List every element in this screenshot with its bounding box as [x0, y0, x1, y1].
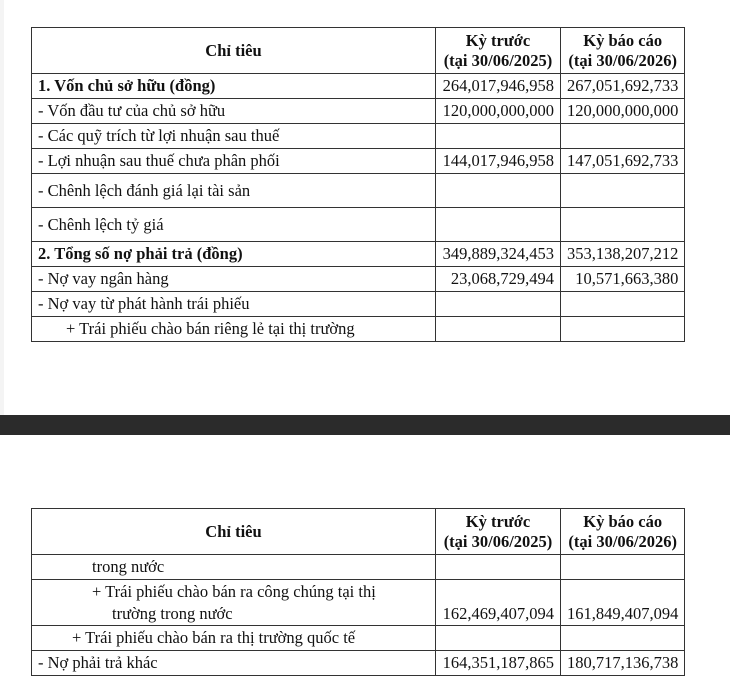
- table-row: [32, 124, 685, 149]
- equity-liabilities-table-bottom: [31, 508, 685, 676]
- table-row: [32, 555, 685, 580]
- row-prev-value: [436, 174, 561, 208]
- table-row: [32, 149, 685, 174]
- header-prev-period: Kỳ trước (tại 30/06/2025): [436, 28, 561, 74]
- row-curr-value: 10,571,663,380: [561, 267, 685, 292]
- row-curr-value: [561, 555, 685, 580]
- page-separator: [0, 415, 730, 435]
- row-prev-value: 120,000,000,000: [436, 99, 561, 124]
- row-label: - Nợ vay từ phát hành trái phiếu: [32, 292, 436, 317]
- header-row: [32, 28, 685, 74]
- row-curr-value: [561, 292, 685, 317]
- table-row: [32, 99, 685, 124]
- row-label: + Trái phiếu chào bán ra thị trường quốc tế: [32, 626, 436, 651]
- row-prev-value: 264,017,946,958: [436, 74, 561, 99]
- table-row: [32, 242, 685, 267]
- row-curr-value: [561, 174, 685, 208]
- row-label: - Nợ phải trả khác: [32, 651, 436, 676]
- row-prev-value: 23,068,729,494: [436, 267, 561, 292]
- row-label: - Chênh lệch tỷ giá: [32, 208, 436, 242]
- row-prev-value: [436, 555, 561, 580]
- header-indicator: Chỉ tiêu: [32, 28, 436, 74]
- row-prev-value: [436, 124, 561, 149]
- header-indicator: Chỉ tiêu: [32, 509, 436, 555]
- table-row: [32, 267, 685, 292]
- row-label: - Vốn đầu tư của chủ sở hữu: [32, 99, 436, 124]
- header-current-period: Kỳ báo cáo (tại 30/06/2026): [561, 28, 685, 74]
- row-prev-value: [436, 317, 561, 342]
- table-row: [32, 292, 685, 317]
- row-prev-value: 164,351,187,865: [436, 651, 561, 676]
- row-label: - Chênh lệch đánh giá lại tài sản: [32, 174, 436, 208]
- header-current-period: Kỳ báo cáo (tại 30/06/2026): [561, 509, 685, 555]
- row-curr-value: 120,000,000,000: [561, 99, 685, 124]
- row-curr-value: [561, 124, 685, 149]
- row-curr-value: 180,717,136,738: [561, 651, 685, 676]
- table-row: [32, 626, 685, 651]
- row-label: trong nước: [32, 555, 436, 580]
- row-prev-value: [436, 208, 561, 242]
- page-gap: [0, 435, 730, 508]
- row-prev-value: 349,889,324,453: [436, 242, 561, 267]
- row-curr-value: 267,051,692,733: [561, 74, 685, 99]
- row-curr-value: 353,138,207,212: [561, 242, 685, 267]
- row-curr-value: [561, 208, 685, 242]
- header-row: [32, 509, 685, 555]
- row-label: 1. Vốn chủ sở hữu (đồng): [32, 74, 436, 99]
- row-label: 2. Tổng số nợ phải trả (đồng): [32, 242, 436, 267]
- header-prev-period: Kỳ trước (tại 30/06/2025): [436, 509, 561, 555]
- row-curr-value: [561, 317, 685, 342]
- table-row: [32, 208, 685, 242]
- table-row: [32, 651, 685, 676]
- equity-liabilities-table-top: [31, 27, 685, 342]
- table-row: [32, 580, 685, 626]
- table-row: [32, 74, 685, 99]
- row-prev-value: [436, 626, 561, 651]
- row-prev-value: 162,469,407,094: [436, 580, 561, 626]
- row-label: - Lợi nhuận sau thuế chưa phân phối: [32, 149, 436, 174]
- page-edge: [0, 0, 4, 415]
- row-prev-value: 144,017,946,958: [436, 149, 561, 174]
- row-curr-value: [561, 626, 685, 651]
- row-label: - Các quỹ trích từ lợi nhuận sau thuế: [32, 124, 436, 149]
- row-label: + Trái phiếu chào bán riêng lẻ tại thị trường: [32, 317, 436, 342]
- row-label: + Trái phiếu chào bán ra công chúng tại thị trường trong nước: [32, 580, 436, 626]
- row-label: - Nợ vay ngân hàng: [32, 267, 436, 292]
- row-curr-value: 161,849,407,094: [561, 580, 685, 626]
- row-prev-value: [436, 292, 561, 317]
- table-row: [32, 174, 685, 208]
- table-row: [32, 317, 685, 342]
- row-curr-value: 147,051,692,733: [561, 149, 685, 174]
